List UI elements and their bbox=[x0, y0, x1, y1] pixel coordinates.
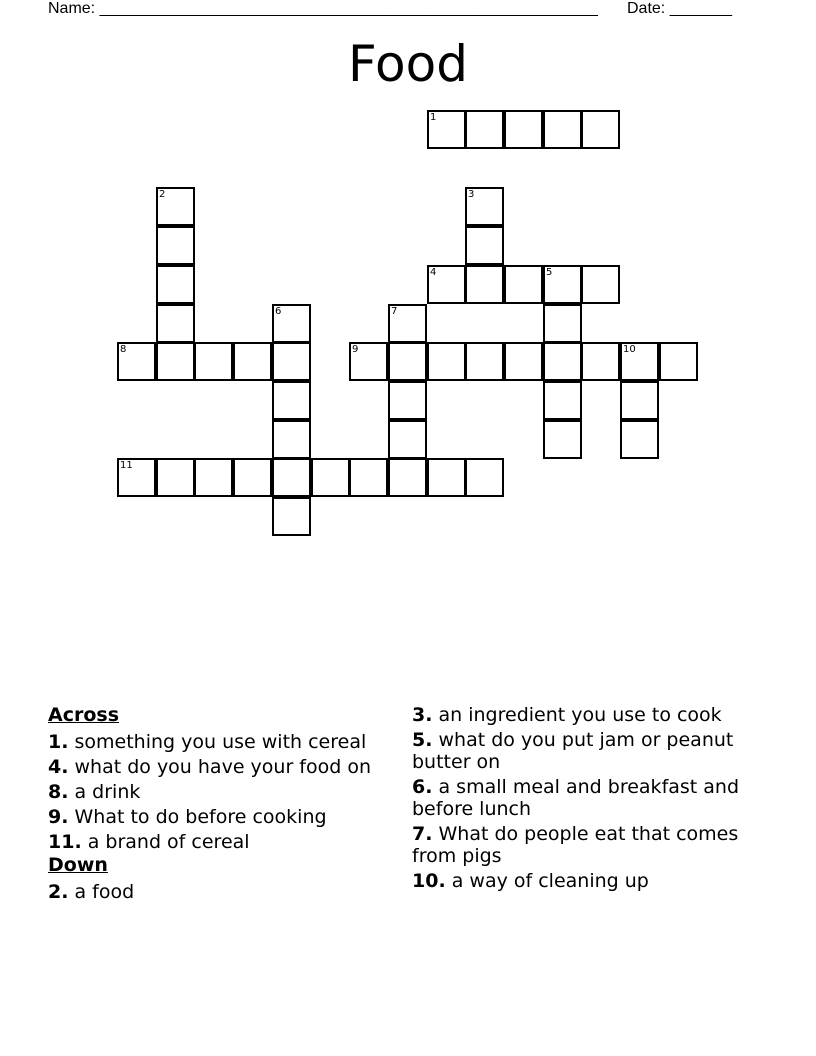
clue-text: a brand of cereal bbox=[87, 831, 250, 853]
clue-item bbox=[412, 823, 742, 867]
grid-cell[interactable] bbox=[156, 265, 195, 304]
grid-cell[interactable] bbox=[465, 110, 504, 149]
clue-number-label: 9. bbox=[48, 806, 69, 828]
grid-cell[interactable] bbox=[659, 342, 698, 381]
clue-text: a small meal and breakfast and before lunch bbox=[412, 776, 740, 820]
page-title: Food bbox=[348, 35, 468, 93]
grid-cell[interactable] bbox=[465, 226, 504, 265]
date-line[interactable]: _______ bbox=[669, 0, 732, 17]
grid-cell[interactable] bbox=[156, 304, 195, 343]
clue-text: what do you put jam or peanut butter on bbox=[412, 729, 734, 773]
grid-cell[interactable] bbox=[543, 381, 582, 420]
grid-cell[interactable] bbox=[465, 458, 504, 497]
grid-cell[interactable] bbox=[581, 342, 620, 381]
clue-item bbox=[48, 831, 378, 853]
clue-item bbox=[48, 781, 378, 803]
grid-cell[interactable] bbox=[465, 265, 504, 304]
clue-item bbox=[412, 704, 742, 726]
clue-item bbox=[412, 870, 742, 892]
grid-cell[interactable] bbox=[117, 342, 156, 381]
grid-cell[interactable] bbox=[543, 265, 582, 304]
clues-column-left bbox=[48, 704, 378, 906]
grid-cell[interactable] bbox=[388, 342, 427, 381]
grid-cell[interactable] bbox=[233, 458, 272, 497]
clue-number-label: 1. bbox=[48, 731, 69, 753]
grid-cell[interactable] bbox=[117, 458, 156, 497]
clue-number: 6 bbox=[275, 306, 282, 317]
grid-cell[interactable] bbox=[233, 342, 272, 381]
down-clue-list-right bbox=[412, 704, 742, 892]
grid-cell[interactable] bbox=[272, 458, 311, 497]
grid-cell[interactable] bbox=[620, 342, 659, 381]
clue-number-label: 2. bbox=[48, 881, 69, 903]
grid-cell[interactable] bbox=[543, 342, 582, 381]
grid-cell[interactable] bbox=[427, 342, 466, 381]
grid-cell[interactable] bbox=[349, 342, 388, 381]
clue-item bbox=[48, 756, 378, 778]
grid-cell[interactable] bbox=[272, 497, 311, 536]
grid-cell[interactable] bbox=[194, 458, 233, 497]
grid-cell[interactable] bbox=[543, 110, 582, 149]
clue-number-label: 10. bbox=[412, 870, 446, 892]
clue-text: a way of cleaning up bbox=[451, 870, 649, 892]
grid-cell[interactable] bbox=[427, 265, 466, 304]
clue-number-label: 5. bbox=[412, 729, 433, 751]
clue-text: an ingredient you use to cook bbox=[438, 704, 722, 726]
date-label: Date: bbox=[627, 0, 666, 17]
clue-item bbox=[412, 776, 742, 820]
clue-number: 2 bbox=[159, 189, 166, 200]
clue-item bbox=[48, 881, 378, 903]
grid-cell[interactable] bbox=[620, 381, 659, 420]
grid-cell[interactable] bbox=[311, 458, 350, 497]
clue-text: a drink bbox=[74, 781, 141, 803]
grid-cell[interactable] bbox=[581, 265, 620, 304]
clue-text: What to do before cooking bbox=[74, 806, 327, 828]
grid-cell[interactable] bbox=[504, 110, 543, 149]
clue-number: 7 bbox=[391, 306, 398, 317]
clue-item bbox=[48, 806, 378, 828]
clue-text: What do people eat that comes from pigs bbox=[412, 823, 739, 867]
grid-cell[interactable] bbox=[388, 458, 427, 497]
grid-cell[interactable] bbox=[349, 458, 388, 497]
grid-cell[interactable] bbox=[272, 304, 311, 343]
name-label: Name: bbox=[48, 0, 96, 17]
grid-cell[interactable] bbox=[465, 342, 504, 381]
grid-cell[interactable] bbox=[504, 342, 543, 381]
clue-number: 8 bbox=[120, 344, 127, 355]
clue-number-label: 6. bbox=[412, 776, 433, 798]
grid-cell[interactable] bbox=[465, 187, 504, 226]
grid-cell[interactable] bbox=[388, 381, 427, 420]
grid-cell[interactable] bbox=[504, 265, 543, 304]
grid-cell[interactable] bbox=[156, 458, 195, 497]
grid-cell[interactable] bbox=[272, 381, 311, 420]
grid-cell[interactable] bbox=[388, 420, 427, 459]
grid-cell[interactable] bbox=[427, 110, 466, 149]
clue-number: 3 bbox=[468, 189, 475, 200]
grid-cell[interactable] bbox=[581, 110, 620, 149]
clue-text: a food bbox=[74, 881, 135, 903]
grid-cell[interactable] bbox=[272, 342, 311, 381]
clue-number: 10 bbox=[623, 344, 636, 355]
clue-text: something you use with cereal bbox=[74, 731, 367, 753]
grid-cell[interactable] bbox=[388, 304, 427, 343]
grid-cell[interactable] bbox=[427, 458, 466, 497]
clue-number: 4 bbox=[430, 267, 437, 278]
grid-cell[interactable] bbox=[156, 342, 195, 381]
clue-item bbox=[48, 731, 378, 753]
clue-text: what do you have your food on bbox=[74, 756, 372, 778]
clue-number: 9 bbox=[352, 344, 359, 355]
clues-column-right bbox=[412, 704, 742, 895]
clue-number: 1 bbox=[430, 112, 437, 123]
clue-number-label: 4. bbox=[48, 756, 69, 778]
clue-number: 11 bbox=[120, 460, 133, 471]
clue-number: 5 bbox=[546, 267, 553, 278]
grid-cell[interactable] bbox=[156, 187, 195, 226]
down-clue-list-left bbox=[48, 881, 378, 903]
clue-number-label: 8. bbox=[48, 781, 69, 803]
down-heading: Down bbox=[48, 854, 108, 876]
clue-number-label: 7. bbox=[412, 823, 433, 845]
grid-cell[interactable] bbox=[543, 420, 582, 459]
across-clue-list bbox=[48, 731, 378, 853]
across-heading: Across bbox=[48, 704, 120, 726]
grid-cell[interactable] bbox=[543, 304, 582, 343]
grid-cell[interactable] bbox=[156, 226, 195, 265]
grid-cell[interactable] bbox=[620, 420, 659, 459]
clue-number-label: 11. bbox=[48, 831, 82, 853]
clue-number-label: 3. bbox=[412, 704, 433, 726]
clue-item bbox=[412, 729, 742, 773]
grid-cell[interactable] bbox=[272, 420, 311, 459]
grid-cell[interactable] bbox=[194, 342, 233, 381]
name-line[interactable]: ________________________________________________________ bbox=[99, 0, 598, 17]
